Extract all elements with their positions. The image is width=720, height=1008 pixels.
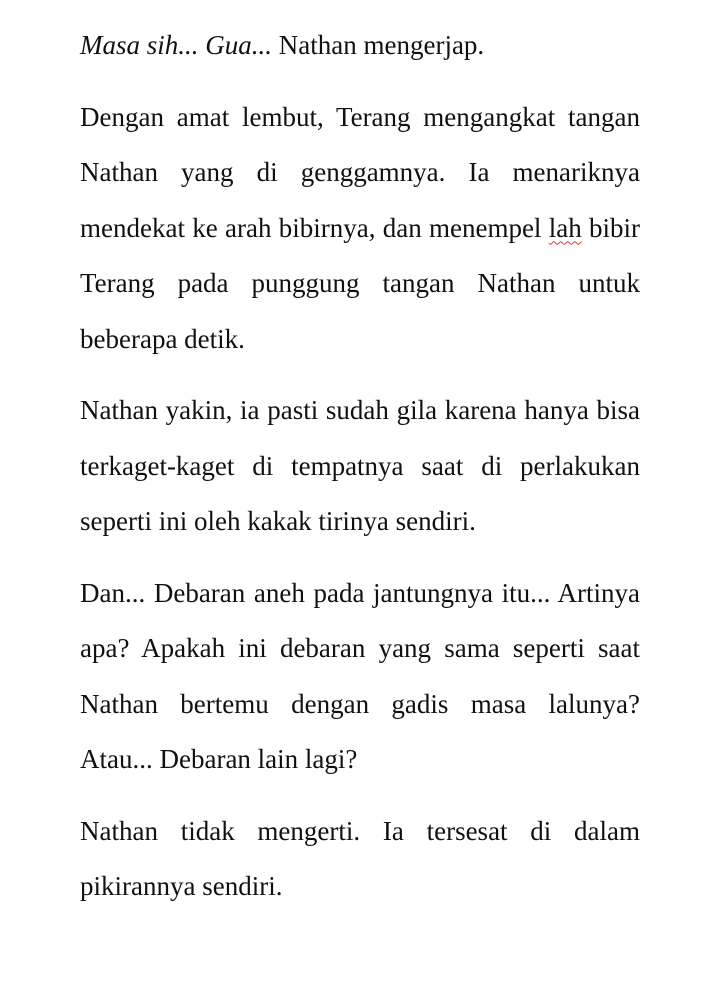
paragraph-2-text-before: Dengan amat lembut, Terang mengangkat tangan Nathan yang di genggamnya. Ia menariknya mendekat ke arah bibirnya, dan menempel — [80, 101, 640, 243]
paragraph-2 — [80, 90, 640, 368]
paragraph-2-text-after: bibir Terang pada punggung tangan Nathan untuk beberapa detik. — [80, 212, 640, 354]
paragraph-1 — [80, 18, 640, 74]
document-page — [80, 0, 640, 915]
paragraph-3: Nathan yakin, ia pasti sudah gila karena hanya bisa terkaget-kaget di tempatnya saat di perlakukan seperti ini oleh kakak tirinya sendiri. — [80, 395, 640, 536]
paragraph-1-text: Nathan mengerjap. — [272, 30, 485, 60]
italic-thought: Masa sih... Gua... — [80, 30, 273, 60]
paragraph-4: Dan... Debaran aneh pada jantungnya itu... Artinya apa? Apakah ini debaran yang sama seperti saat Nathan bertemu dengan gadis masa lalunya? Atau... Debaran lain lagi? — [80, 577, 640, 774]
paragraph-5: Nathan tidak mengerti. Ia tersesat di dalam pikirannya sendiri. — [80, 815, 640, 901]
spellcheck-flagged-word[interactable]: lah — [548, 212, 582, 243]
